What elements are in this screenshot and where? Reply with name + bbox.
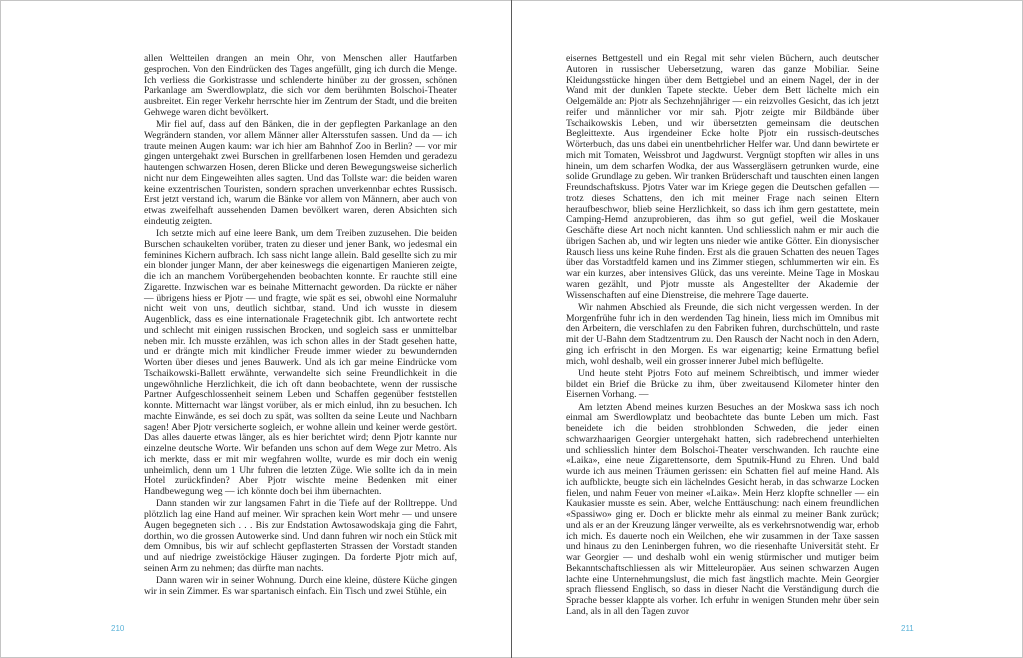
right-paragraph: eisernes Bettgestell und ein Regal mit sehr vielen Büchern, auch deutscher Autoren in russischer Uebersetzung, waren das ganze Mobiliar. Seine Kleidungsstücke hingen über dem Bettgiebel und an einem Nagel, der in der Wand mit der dunklen Tapete steckte. Ueber dem Bett lächelte mich ein Oelgemälde an: Pjotr als Sechzehnjähriger — ein reizvolles Gesicht, das ich jetzt reifer und männlicher vor mir sah. Pjotr zeigte mir Bildbände über Tschaikowskis Leben, und wir übersetzten gemeinsam die deutschen Begleittexte. Aus irgendeiner Ecke holte Pjotr ein russisch-deutsches Wörterbuch, das uns dabei ein unentbehrlicher Helfer war. Und dann bewirtete er mich mit Tomaten, Weissbrot und Jagdwurst. Vergnügt stopften wir alles in uns hinein, um dem scharfen Wodka, der aus Wassergläsern getrunken wurde, eine solide Grundlage zu geben. Wir tranken Brüderschaft und tauschten einen langen Freundschaftskuss. Pjotrs Vater war im Kriege gegen die Deutschen gefallen — trotz dieses Schattens, den ich mit meiner Frage nach seinen Eltern heraufbeschwor, blieb seine Herzlichkeit, so dass ich ihm gern gestattete, mein Camping-Hemd anzuprobieren, das ihm so gut gefiel, weil die Moskauer Geschäfte diese Art noch nicht kannten. Und schliesslich nahm er mir auch die übrigen Sachen ab, und wir legten uns nieder wie antike Götter. Ein dionysischer Rausch liess uns keine Ruhe finden. Erst als die grauen Schatten des neuen Tages über das Vorstadtfeld kamen und ins Zimmer stiegen, schlummerten wir ein. Es war ein kurzes, aber intensives Glück, das uns vereinte. Meine Tage in Moskau waren gezählt, und Pjotr musste als Angestellter der Akademie der Wissenschaften auf eine Dienstreise, die mehrere Tage dauerte.	[566, 53, 879, 301]
left-paragraph: Ich setzte mich auf eine leere Bank, um dem Treiben zuzusehen. Die beiden Burschen schaukelten vorüber, traten zu dieser und jener Bank, wo jedesmal ein feminines Kichern aufbrach. Ich sass nicht lange allein. Bald gesellte sich zu mir ein blonder junger Mann, der aber keineswegs die eigenartigen Manieren zeigte, die ich an manchem Vorübergehenden beobachten konnte. Er rauchte still eine Zigarette. Inzwischen war es beinahe Mitternacht geworden. Da rückte er näher — übrigens hiess er Pjotr — und fragte, wie spät es sei, obwohl eine Normaluhr nicht weit von uns, deutlich sichtbar, stand. Und ich wusste in diesem Augenblick, dass es eine internationale Fragetechnik gibt. Ich antwortete recht und schlecht mit einigen russischen Brocken, und sogleich sass er unmittelbar neben mir. Ich musste erzählen, was ich schon alles in der Stadt gesehen hatte, und er drängte mich mit kindlicher Freude immer wieder zu bewundernden Worten über dieses und jenes Bauwerk. Und als ich gar meine Eindrücke vom Tschaikowski-Ballett erwähnte, verwandelte sich seine Freundlichkeit in die ungewöhnliche Herzlichkeit, die ich oft dann beobachtete, wenn der russische Partner Aufgeschlossenheit seinem Leben und Schaffen gegenüber feststellen konnte. Mitternacht war längst vorüber, als er mich einlud, ihn zu besuchen. Ich machte Einwände, es sei doch zu spät, was sollten da seine Leute und Nachbarn sagen! Aber Pjotr versicherte sogleich, er wohne allein und keiner werde gestört. Das alles dauerte etwas länger, als es hier berichtet wird; denn Pjotr kannte nur einzelne deutsche Worte. Wir befanden uns schon auf dem Wege zur Metro. Als ich merkte, dass er mit mir wegfahren wollte, wurde es mir doch ein wenig unheimlich, denn um 1 Uhr fuhren die letzten Züge. Wie sollte ich da in mein Hotel zurückfinden? Aber Pjotr wischte meine Bedenken mit einer Handbewegung weg — ich könnte doch bei ihm übernachten.	[144, 228, 457, 497]
right-paragraph: Wir nahmen Abschied als Freunde, die sich nicht vergessen werden. In der Morgenfrühe fuhr ich in den werdenden Tag hinein, liess mich im Omnibus mit den Arbeitern, die verschlafen zu den Fabriken fuhren, durchschütteln, und raste mit der U-Bahn dem Stadtzentrum zu. Den Rausch der Nacht noch in den Adern, ging ich erfrischt in den Morgen. Es war eigenartig; keine Ermattung befiel mich, wohl deshalb, weil ein grosser innerer Jubel mich beflügelte.	[566, 301, 879, 367]
left-paragraph: Mir fiel auf, dass auf den Bänken, die in der gepflegten Parkanlage an den Wegrändern standen, vor allem Männer aller Altersstufen sassen. Und da — ich traute meinen Augen kaum: war ich hier am Bahnhof Zoo in Berlin? — vor mir gingen untergehakt zwei Burschen in grellfarbenen losen Hemden und geradezu hautengen schwarzen Hosen, deren Blicke und deren Bewegungsweise sicherlich nicht nur dem Eingeweihten alles sagten. Und das Tollste war: die beiden waren keine exzentrischen Touristen, sondern sprachen unverkennbar echtes Russisch. Erst jetzt verstand ich, warum die Bänke vor allem von Männern, aber auch von etwas zweifelhaft aussehenden Damen bevölkert waren, deren Absichten sich eindeutig zeigten.	[144, 119, 457, 227]
page-number-left: 210	[111, 624, 125, 633]
right-paragraph: Und heute steht Pjotrs Foto auf meinem Schreibtisch, und immer wieder bildet ein Brief die Brücke zu ihm, über zweitausend Kilometer hinter den Eisernen Vorhang. —	[566, 367, 879, 401]
right-paragraph: Am letzten Abend meines kurzen Besuches an der Moskwa sass ich noch einmal am Swerdlowplatz und beobachtete das bunte Leben um mich. Fast beneidete ich die beiden strohblonden Schweden, die jeder einen schwarzhaarigen Georgier untergehakt hatten, sich radebrechend unterhielten und schliesslich hinter dem Bolschoi-Theater verschwanden. Ich rauchte eine «Laika», eine neue Zigarettensorte, dem Sputnik-Hund zu Ehren. Und bald wurde ich aus meinen Träumen gerissen: ein Schatten fiel auf meine Hand. Als ich aufblickte, beugte sich ein lächelndes Gesicht herab, in das schwarze Locken fielen, und nahm Feuer von meiner «Laika». Mein Herz klopfte schneller — ein Kaukasier musste es sein. Aber, welche Enttäuschung: nach einem freundlichen «Spassiwo» ging er. Doch er blickte mehr als einmal zu meiner Bank zurück; und als er an der Kreuzung länger verweilte, als es verkehrsnotwendig war, erhob ich mich. Es dauerte noch ein Weilchen, ehe wir zusammen in der Taxe sassen und hinaus zu den Leninbergen fuhren, wo die riesenhafte Universität steht. Er war Georgier — und deshalb wohl ein wenig stürmischer und mutiger beim Bekanntschaftschliessen als wir Mitteleuropäer. Aus seinen schwarzen Augen lachte eine Unternehmungslust, die mich fast ängstlich machte. Mein Georgier sprach fliessend Englisch, so dass in dieser Nacht die Verständigung durch die Sprache besser klappte als vorher. Ich erfuhr in wenigen Stunden mehr über sein Land, als in all den Tagen zuvor	[566, 401, 879, 617]
page-gutter-divider	[511, 0, 512, 658]
left-paragraph: Dann standen wir zur langsamen Fahrt in die Tiefe auf der Rolltreppe. Und plötzlich lag eine Hand auf meiner. Wir sprachen kein Wort mehr — und unsere Augen begegneten sich . . . Bis zur Endstation Awtosawodskaja ging die Fahrt, dorthin, wo die grossen Autowerke sind. Und dann fuhren wir noch ein Stück mit dem Omnibus, bis wir auf schlecht gepflasterten Strassen der Vorstadt standen und auf niedrige zweistöckige Häuser zugingen. Da forderte Pjotr mich auf, seinen Arm zu nehmen; das dürfte man nachts.	[144, 498, 457, 574]
left-paragraph: allen Weltteilen drangen an mein Ohr, von Menschen aller Hautfarben gesprochen. Von den Eindrücken des Tages angefüllt, ging ich durch die Menge. Ich verliess die Gorkistrasse und schlenderte hinüber zu der grossen, schönen Parkanlage am Swerdlowplatz, die sich vor dem berühmten Bolschoi-Theater ausbreitet. Ein reger Verkehr herrschte hier im Zentrum der Stadt, und die breiten Gehwege waren dicht bevölkert.	[144, 53, 457, 118]
left-paragraph: Dann waren wir in seiner Wohnung. Durch eine kleine, düstere Küche gingen wir in sein Zimmer. Es war spartanisch einfach. Ein Tisch und zwei Stühle, ein	[144, 575, 457, 597]
page-number-right: 211	[901, 624, 914, 633]
left-page-text	[144, 54, 457, 599]
right-page-text	[566, 54, 879, 619]
